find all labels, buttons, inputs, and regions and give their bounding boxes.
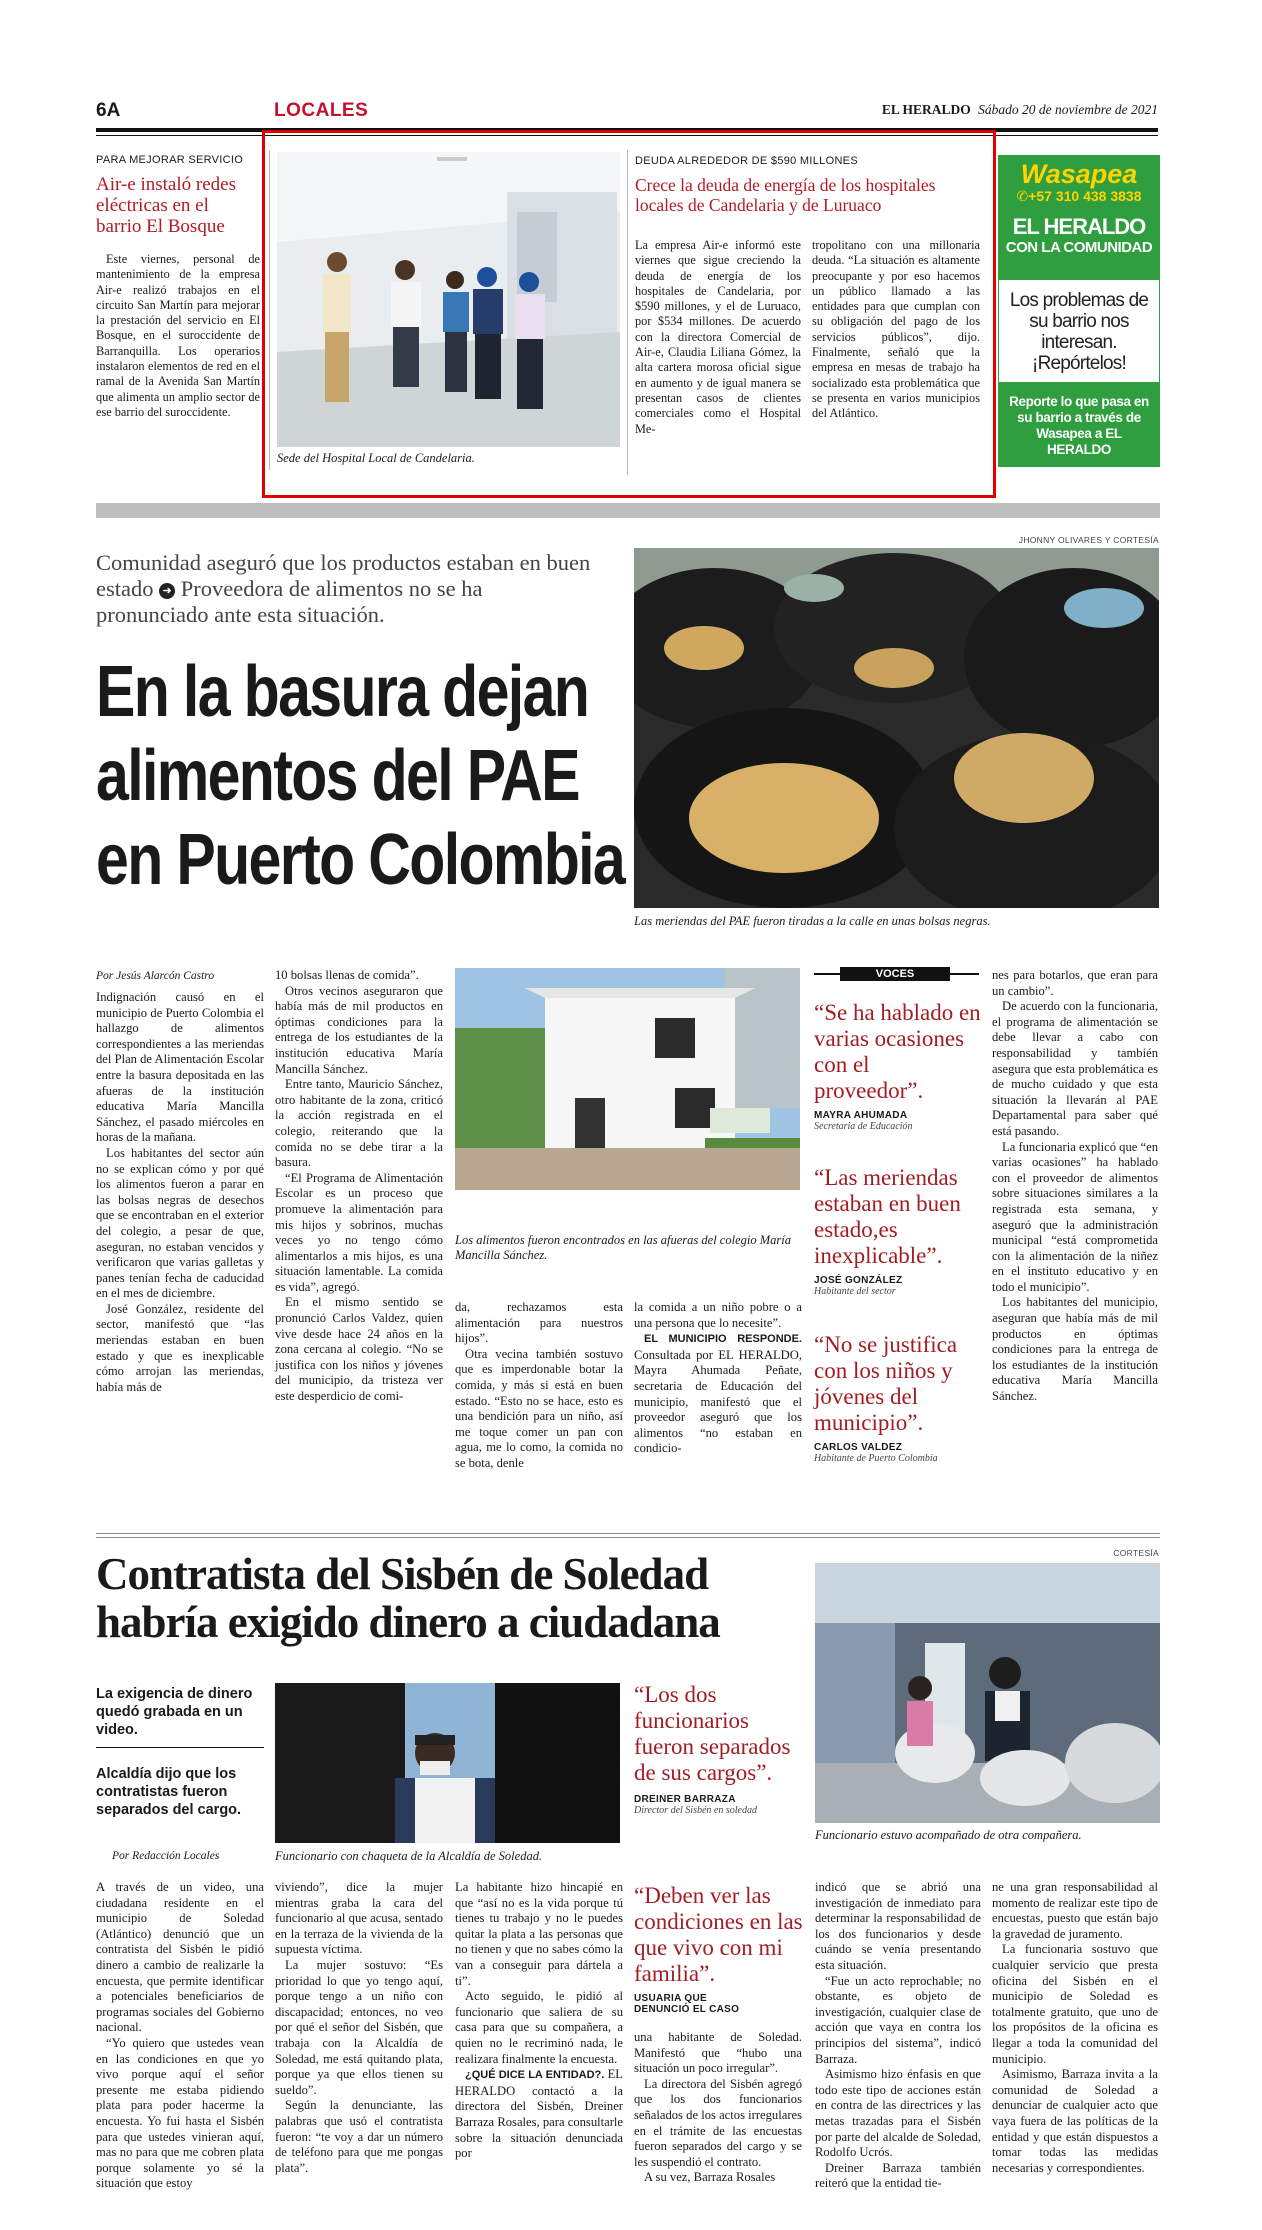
pae-deck-2: Proveedora de alimentos no se ha pronunciado ante esta situación.: [96, 576, 483, 627]
paper-name: EL HERALDO: [881, 102, 971, 117]
summary-divider: [96, 1747, 264, 1748]
hospital-photo-caption: Sede del Hospital Local de Candelaria.: [277, 451, 475, 465]
pae-col1-p2: Los habitantes del sector aún no se explican cómo y por qué los alimentos fueron a parar en las bolsas negras de desechos que se encontraban en el exterior del colegio, a pesar de que, aseguran, no estaban vencidos y verificaron que varias galletas y panes tenían fecha de caducidad en el mes de diciembre.: [96, 1145, 264, 1301]
voces-quote-3-role: Habitante de Puerto Colombia: [814, 1453, 938, 1464]
sisben-col5: [815, 1880, 981, 2192]
voces-quote-3-text: “No se justifica con los niños y jóvenes del municipio”.: [814, 1332, 958, 1435]
pae-headline: [96, 650, 636, 902]
sisben-col1-p1: A través de un video, una ciudadana residente en el municipio de Soledad (Atlántico) denunció que un contratista del Sisbén le pidió dinero a cambio de realizarle la encuesta, que permite identificar a potenciales beneficiarios de programas sociales del Gobierno nacional.: [96, 1880, 264, 2035]
wasapea-message: Los problemas de su barrio nos interesan. ¡Repórtelos!: [1009, 290, 1149, 374]
pae-col6-p2: De acuerdo con la funcionaria, el programa de alimentación se debe llevar a cabo con responsabilidad y también asegura que esta problemática es de mucho cuidado y que esta situación la llevarán al PAE Departamental para saber qué está pasando.: [992, 999, 1158, 1138]
sisben-col3: [455, 1880, 623, 2162]
sisben-col3-p3: [455, 2067, 623, 2162]
pae-col3-p2: Otra vecina también sostuvo que es imperdonable botar la comida, y más si está en buen estado. “Esto no se hace, esto es una bendición para un niño, así me toque comer un pan con agua, me lo como, la comida no se bota, denle: [455, 1346, 623, 1470]
sisben-col4-p2: La directora del Sisbén agregó que los dos funcionarios señalados de los actos irregulares en el trámite de las encuestas fueron separados del cargo y se les suspendió el contrato.: [634, 2076, 802, 2169]
pae-col1-p3: José González, residente del sector, manifestó que “las meriendas estaban en buen estado y que es inexplicable cómo arrojan las meriendas, había más de: [96, 1301, 264, 1394]
pae-headline-line1: En la basura dejan: [96, 652, 589, 732]
pae-photo-caption: Las meriendas del PAE fueron tiradas a la calle en unas bolsas negras.: [634, 914, 991, 928]
wasapea-cta: Reporte lo que pasa en su barrio a través de Wasapea a EL HERALDO: [999, 382, 1159, 466]
voces-quote-2-role: Habitante del sector: [814, 1286, 896, 1297]
story2-kicker: DEUDA ALREDEDOR DE $590 MILLONES: [635, 155, 858, 167]
sisben-col4: [634, 2030, 802, 2186]
sisben-col4-p3: A su vez, Barraza Rosales: [644, 2170, 776, 2185]
pae-col2-p4: “El Programa de Alimentación Escolar es un proceso que promueve la alimentación para mis hijos y sobrinos, muchas veces yo no tengo cómo alimentarlos a mis hijos, es una situación lamentable. La comida es vida”, agregó.: [275, 1170, 443, 1294]
pae-garbage-photo: [634, 548, 1159, 908]
sisben-photo-1: [275, 1683, 620, 1843]
sisben-photo-credit: CORTESÍA: [1113, 1548, 1159, 1558]
wasapea-phone-number: +57 310 438 3838: [1028, 188, 1142, 204]
sisben-col6-p2: La funcionaria sostuvo que cualquier servicio que presta oficina del Sisbén en el municipio de Soledad es totalmente gratuito, que uno de los propósitos de la oficina es llegar a toda la comunidad del municipio.: [992, 1942, 1158, 2066]
arrow-icon: ➜: [159, 583, 175, 599]
story2-col1: [635, 238, 801, 437]
story2-col1-text: La empresa Air-e informó este viernes que sigue creciendo la deuda de energía de los hospitales de Candelaria, por $590 millones, y el de Luruaco, por $534 millones. De acuerdo con la directora Comercial de Air-e, Claudia Liliana Gómez, la alta cartera morosa oficial sigue en aumento y de igual manera se presentan casos de clientes comerciales como el Hospital Me-: [635, 238, 801, 436]
sisben-col3-body: EL HERALDO contactó a la directora del Sisbén, Dreiner Barraza Rosales, para consultarle sobre la situación denunciada por: [455, 2067, 623, 2161]
voces-quote-3-author: CARLOS VALDEZ: [814, 1442, 903, 1453]
wasapea-ad: [998, 155, 1160, 467]
section-label: LOCALES: [274, 100, 369, 121]
sisben-col5-p3: Asimismo hizo énfasis en que todo este tipo de acciones están en contra de las directrices y las metas trazadas para el Sisbén por parte del alcalde de Soledad, Rodolfo Ucrós.: [815, 2067, 981, 2160]
story1-headline: Air-e instaló redes eléctricas en el barrio El Bosque: [96, 174, 236, 237]
pae-col1-p1: Indignación causó en el municipio de Puerto Colombia el hallazgo de alimentos correspondientes a las meriendas del Plan de Alimentación Escolar entre la basura depositada en las afueras de la institución educativa María Mancilla Sánchez, el pasado miércoles en horas de la mañana.: [96, 990, 264, 1145]
date: Sábado 20 de noviembre de 2021: [978, 102, 1158, 117]
story1-kicker: PARA MEJORAR SERVICIO: [96, 154, 244, 166]
pae-col2-p1: 10 bolsas llenas de comida”.: [275, 968, 419, 982]
voces-quote-1-author: MAYRA AHUMADA: [814, 1110, 908, 1121]
voces-quote-1: [814, 1000, 984, 1132]
sisben-col3-p1: La habitante hizo hincapié en que “así no es la vida porque tú tienes tu trabajo y no le puedes quitar la plata a las personas que no tienen y que no sabes cómo la van a conseguir para dártela a ti”.: [455, 1880, 623, 1988]
voces-label: VOCES: [840, 967, 950, 981]
pae-col6-p4: Los habitantes del municipio, aseguran que había más de mil productos en óptimas condiciones para la entrega de los estudiantes de la institución educativa María Mancilla Sánchez.: [992, 1295, 1158, 1404]
sisben-photo-2: [815, 1563, 1160, 1823]
sisben-quote-1: [634, 1682, 804, 1816]
pae-col2-p3: Entre tanto, Mauricio Sánchez, otro habitante de la zona, criticó la acción registrada en el colegio, reiterando que la comida no se debe tirar a la basura.: [275, 1077, 443, 1170]
story1-body: [96, 252, 260, 420]
section-rule-2b: [96, 1537, 1160, 1538]
wasapea-phone: [1003, 188, 1155, 205]
voces-quote-2-text: “Las meriendas estaban en buen estado,es inexplicable”.: [814, 1165, 961, 1268]
sisben-quote-2: [634, 1883, 804, 2015]
sisben-col2-p1: viviendo”, dice la mujer mientras graba la cara del funcionario al que acusa, sentado en la terraza de la vivienda de la supuesta víctima.: [275, 1880, 443, 1957]
story2-headline: Crece la deuda de energía de los hospitales locales de Candelaria y de Luruaco: [635, 175, 936, 215]
sisben-headline-line2: habría exigido dinero a ciudadana: [96, 1597, 720, 1647]
pae-byline-text: Por Jesús Alarcón Castro: [96, 970, 215, 982]
section-rule-2: [96, 1533, 1160, 1534]
wasapea-top: [999, 156, 1159, 280]
pae-col1: [96, 990, 264, 1395]
sisben-col5-p2: “Fue un acto reprochable; no obstante, es objeto de investigación, cualquier clase de acción que vaya en contra los principios del sistema”, indicó Barraza.: [815, 1973, 981, 2066]
voces-quote-2-author: JOSÉ GONZÁLEZ: [814, 1275, 903, 1286]
sisben-summary-1: La exigencia de dinero quedó grabada en un video.: [96, 1686, 253, 1738]
sisben-quote-2-text: “Deben ver las condiciones en las que vivo con mi familia”.: [634, 1883, 803, 1986]
sisben-col6: [992, 1880, 1158, 2176]
sisben-headline: [96, 1550, 816, 1646]
voces-quote-1-text: “Se ha hablado en varias ocasiones con el proveedor”.: [814, 1000, 981, 1103]
pae-col4-body: Consultada por EL HERALDO, Mayra Ahumada Peñate, secretaria de Educación del municipio, manifestó que el proveedor aseguró que los alimentos “no estaban en condicio-: [634, 1347, 802, 1456]
sisben-quote-1-author: DREINER BARRAZA: [634, 1794, 736, 1805]
sisben-col1-p2: “Yo quiero que ustedes vean en las condiciones en que yo vivo porque aquí el señor presente me estaba pidiendo plata para poder hacerme la encuesta. Yo fui hasta el Sisbén para que ustedes vinieran aquí, mas no para que me cobren plata porque solamente yo sé la situación que estoy: [96, 2035, 264, 2191]
voces-quote-1-role: Secretaria de Educación: [814, 1121, 913, 1132]
sisben-col5-p4: Dreiner Barraza también reiteró que la entidad tie-: [815, 2160, 981, 2191]
page-number: 6A: [96, 100, 121, 121]
story2-col2: [812, 238, 980, 422]
section-separator: [96, 503, 1160, 518]
pae-col6: [992, 968, 1158, 1405]
sisben-quote-2-author2: DENUNCIÓ EL CASO: [634, 2004, 740, 2015]
school-photo-caption: Los alimentos fueron encontrados en las afueras del colegio María Mancilla Sánchez.: [455, 1233, 791, 1262]
pae-col4-lead: EL MUNICIPIO RESPONDE.: [644, 1333, 802, 1346]
sisben-quote-2-author: USUARIA QUE: [634, 1993, 707, 2004]
sisben-col1: [96, 1880, 264, 2192]
pae-col3-p1: da, rechazamos esta alimentación para nuestros hijos”.: [455, 1300, 623, 1346]
pae-col2: [275, 968, 443, 1405]
sisben-col3-lead: ¿QUÉ DICE LA ENTIDAD?.: [465, 2069, 605, 2082]
story2-col2-text: tropolitano con una millonaria deuda. “La situación es altamente preocupante y por eso hacemos un público llamado a las entidades para que cumplan con su obligación del pago de los servicios públicos”, dijo. Finalmente, señaló que la empresa en mesas de trabajo ha socializado esta problemática que se presenta en varios municipios del Atlántico.: [812, 238, 980, 421]
sisben-photo-2-caption: Funcionario estuvo acompañado de otra compañera.: [815, 1828, 1082, 1842]
hospital-photo: [277, 152, 620, 447]
pae-col2-p5: En el mismo sentido se pronunció Carlos Valdez, quien vive desde hace 24 años en la zona cercana al colegio. “No se justifica con los niños y jóvenes del municipio, da tristeza ver este desperdicio de comi-: [275, 1295, 443, 1404]
pae-headline-line3: en Puerto Colombia: [96, 820, 625, 900]
sisben-col4-p1: una habitante de Soledad. Manifestó que “hubo una situación un poco irregular”.: [634, 2030, 802, 2076]
pae-photo-credit: JHONNY OLIVARES Y CORTESÍA: [1018, 535, 1159, 545]
sisben-col2: [275, 1880, 443, 2176]
wasapea-tagline: CON LA COMUNIDAD: [1005, 239, 1153, 256]
voces-quote-3: [814, 1332, 984, 1464]
pae-col6-p3: La funcionaria explicó que “en varias ocasiones” ha hablado con el proveedor de alimentos sobre situaciones similares a la registrada esta semana, y aseguró que la administración municipal “está comprometida con la alimentación de la niñez en el instituto educativo y en todo el municipio”.: [992, 1139, 1158, 1294]
pae-headline-line2: alimentos del PAE: [96, 736, 579, 816]
sisben-col2-p2: La mujer sostuvo: “Es prioridad lo que yo tengo aquí, porque tengo a un niño con discapacidad; entonces, no veo por qué el señor del Sisbén, que trabaja con la Alcaldía de Soledad, me está quitando plata, porque ya que ellos tienen su sueldo”.: [275, 1957, 443, 2097]
wasapea-paper: EL HERALDO: [1012, 214, 1146, 239]
sisben-byline: [112, 1850, 272, 1862]
pae-deck-1: Comunidad aseguró que los productos estaban en buen estado: [96, 550, 591, 601]
voces-quote-2: [814, 1165, 984, 1297]
sisben-col6-p3: Asimismo, Barraza invita a la comunidad de Soledad a denunciar de cualquier acto que vaya fuera de las políticas de la entidad y que están dispuestos a tomar todas las medidas necesarias y correspondientes.: [992, 2067, 1158, 2175]
pae-col4-p2: [634, 1331, 802, 1457]
pae-col6-p1: nes para botarlos, que eran para un cambio”.: [992, 968, 1158, 998]
sisben-quote-1-text: “Los dos funcionarios fueron separados de sus cargos”.: [634, 1682, 791, 1785]
pae-deck: [96, 550, 596, 628]
story2-divider: [627, 150, 628, 475]
sisben-byline-text: Por Redacción Locales: [112, 1850, 220, 1862]
sisben-col3-p2: Acto seguido, le pidió al funcionario que saliera de su casa para que su compañera, a quien no le recriminó nada, le realizara finalmente la encuesta.: [455, 1989, 623, 2066]
pae-col4: [634, 1300, 802, 1457]
sisben-summary-2: Alcaldía dijo que los contratistas fueron separados del cargo.: [96, 1766, 242, 1818]
sisben-headline-line1: Contratista del Sisbén de Soledad: [96, 1549, 709, 1599]
pae-byline: [96, 970, 266, 982]
pae-col4-p1: la comida a un niño pobre o a una persona que lo necesite”.: [634, 1300, 802, 1330]
sisben-col5-p1: indicó que se abrió una investigación de inmediato para determinar la responsabilidad de los dos funcionarios y desde cuándo se venía presentando esta situación.: [815, 1880, 981, 1972]
sisben-col2-p3: Según la denunciante, las palabras que usó el contratista fueron: “te voy a dar un número de teléfono para que me pongas plata”.: [275, 2098, 443, 2175]
school-photo: [455, 968, 800, 1190]
masthead-date: [882, 102, 1158, 118]
pae-col3: [455, 1300, 623, 1472]
sisben-col6-p1: ne una gran responsabilidad al momento de realizar este tipo de encuestas, puesto que están bajo la gravedad de juramento.: [992, 1880, 1158, 1941]
pae-col2-p2: Otros vecinos aseguraron que había más de mil productos en óptimas condiciones para la entrega de los estudiantes de la institución educativa María Mancilla Sánchez.: [275, 983, 443, 1076]
sisben-photo-1-caption: Funcionario con chaqueta de la Alcaldía de Soledad.: [275, 1849, 543, 1863]
wasapea-brand: Wasapea: [1020, 159, 1138, 189]
sisben-quote-1-role: Director del Sisbén en soledad: [634, 1805, 757, 1816]
whatsapp-icon: ✆: [1016, 188, 1029, 204]
story1-paragraph: Este viernes, personal de mantenimiento de la empresa Air-e realizó trabajos en el circuito San Martín para mejorar la prestación del servicio en El Bosque, en el suroccidente de Barranquilla. Los operarios instalaron elementos de red en el ramal de la Avenida San Martín que alimenta un amplio sector de ese barrio del suroccidente.: [96, 252, 260, 419]
